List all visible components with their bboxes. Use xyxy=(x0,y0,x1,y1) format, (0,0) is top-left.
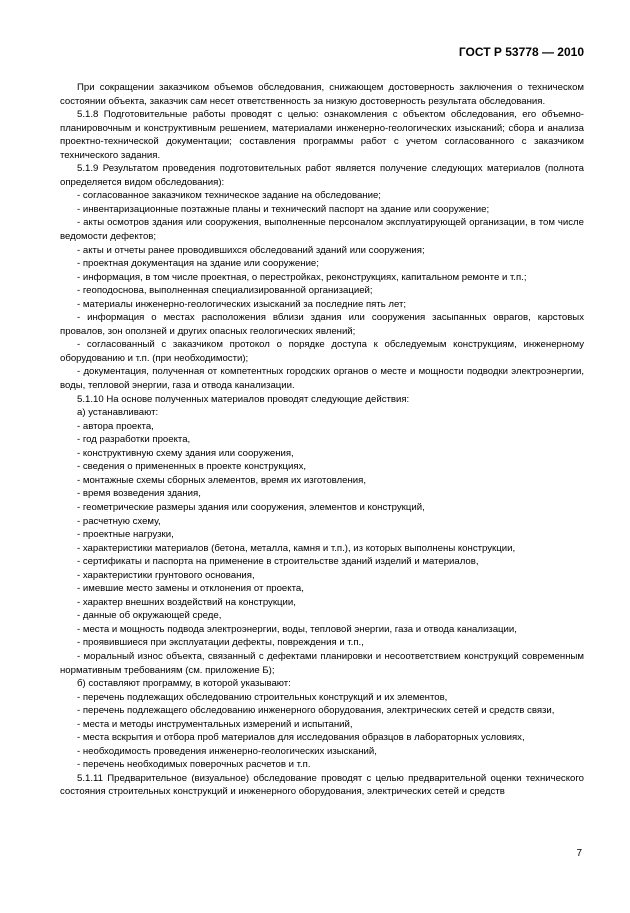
list-item: - информация, в том числе проектная, о перестройках, реконструкциях, капитальном ремонте и т.п.; xyxy=(77,271,527,283)
list-item: - перечень необходимых поверочных расчетов и т.п. xyxy=(77,759,311,771)
list-item: - геоподоснова, выполненная специализированной организацией; xyxy=(77,285,373,297)
list-item: - акты и отчеты ранее проводившихся обследований зданий или сооружения; xyxy=(77,244,425,256)
sublist-heading-a: а) устанавливают: xyxy=(77,407,159,419)
list-item: - материалы инженерно-геологических изысканий за последние пять лет; xyxy=(77,298,407,310)
list-item: - моральный износ объекта, связанный с дефектами планировки и несоответствием конструкций современным нормативным требованиям (см. приложение Б); xyxy=(60,650,584,676)
paragraph-5-1-9: 5.1.9 Результатом проведения подготовительных работ является получение следующих материалов (полнота определяется видом обследования): xyxy=(60,163,584,188)
list-item: - согласованное заказчиком техническое задание на обследование; xyxy=(77,190,381,202)
page-number: 7 xyxy=(576,848,582,859)
list-item: - год разработки проекта, xyxy=(77,434,191,446)
list-item: - характер внешних воздействий на конструкции, xyxy=(77,596,296,608)
list-item: - инвентаризационные поэтажные планы и технический паспорт на здание или сооружение; xyxy=(77,203,490,215)
list-item: - время возведения здания, xyxy=(77,488,201,500)
list-item: - сведения о примененных в проекте конструкциях, xyxy=(77,461,307,473)
list-item: - места и методы инструментальных измерений и испытаний, xyxy=(77,718,353,730)
document-header: ГОСТ Р 53778 — 2010 xyxy=(458,45,584,59)
list-item: - характеристики материалов (бетона, металла, камня и т.п.), из которых выполнены конструкции, xyxy=(77,542,516,554)
list-item: - характеристики грунтового основания, xyxy=(77,569,255,581)
list-item: - проектные нагрузки, xyxy=(77,529,174,541)
sublist-heading-b: б) составляют программу, в которой указывают: xyxy=(77,678,291,690)
paragraph-5-1-11: 5.1.11 Предварительное (визуальное) обследование проводят с целью предварительной оценки технического состояния строительных конструкций и инженерного оборудования, электрических сетей и средств xyxy=(60,772,584,798)
paragraph-5-1-10: 5.1.10 На основе полученных материалов проводят следующие действия: xyxy=(77,393,410,405)
list-item: - необходимость проведения инженерно-геологических изысканий, xyxy=(77,745,377,757)
list-item: - информация о местах расположения вблизи здания или сооружения засыпанных оврагов, карстовых провалов, зон оползней и других опасных геологических явлений; xyxy=(60,312,584,337)
list-item: - монтажные схемы сборных элементов, время их изготовления, xyxy=(77,474,366,486)
list-item: - геометрические размеры здания или сооружения, элементов и конструкций, xyxy=(77,501,425,513)
document-body xyxy=(60,81,584,799)
paragraph: При сокращении заказчиком объемов обследования, снижающем достоверность заключения о техническом состоянии объекта, заказчик сам несет ответственность за низкую достоверность результата обследования. xyxy=(60,82,584,107)
list-item: - согласованный с заказчиком протокол о порядке доступа к обследуемым конструкциям, инженерному оборудованию и т.п. (при необходимости); xyxy=(60,339,584,364)
list-item: - проектная документация на здание или сооружение; xyxy=(77,258,319,270)
list-item: - акты осмотров здания или сооружения, выполненные персоналом эксплуатирующей организации, в том числе ведомости дефектов; xyxy=(60,217,584,243)
list-item: - расчетную схему, xyxy=(77,515,161,527)
list-item: - имевшие место замены и отклонения от проекта, xyxy=(77,583,304,595)
list-item: - конструктивную схему здания или сооружения, xyxy=(77,447,294,459)
paragraph-5-1-8: 5.1.8 Подготовительные работы проводят с целью: ознакомления с объектом обследования, его объемно-планировочным и конструктивным решением, материалами инженерно-геологических изысканий; сбора и анализа проектно-технической документации; составления программы работ с учетом согласованного с заказчиком технического задания. xyxy=(60,109,584,161)
list-item: - документация, полученная от компетентных городских органов о месте и мощности подводки электроэнергии, воды, тепловой энергии, газа и отвода канализации. xyxy=(60,366,584,392)
list-item: - проявившиеся при эксплуатации дефекты, повреждения и т.п., xyxy=(77,637,364,649)
list-item: - сертификаты и паспорта на применение в строительстве зданий изделий и материалов, xyxy=(77,556,479,568)
list-item: - места вскрытия и отбора проб материалов для исследования образцов в лабораторных условиях, xyxy=(77,732,525,744)
list-item: - места и мощность подвода электроэнергии, воды, тепловой энергии, газа и отвода канализации, xyxy=(77,623,517,635)
list-item: - автора проекта, xyxy=(77,420,154,432)
list-item: - данные об окружающей среде, xyxy=(77,610,222,622)
list-item: - перечень подлежащего обследованию инженерного оборудования, электрических сетей и средств связи, xyxy=(77,705,555,717)
list-item: - перечень подлежащих обследованию строительных конструкций и их элементов, xyxy=(77,691,448,703)
